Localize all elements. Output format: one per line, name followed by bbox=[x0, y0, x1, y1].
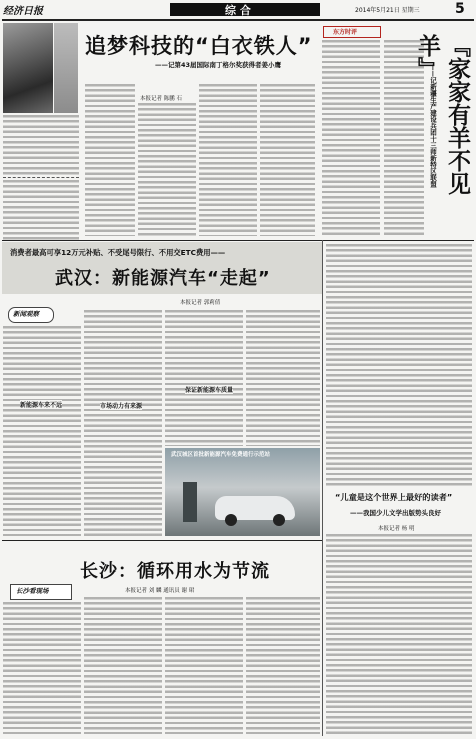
subhead-3: 保证新能源车质量 bbox=[185, 387, 234, 394]
vertical-headline-text: 『家家有羊不见羊』 bbox=[414, 34, 470, 195]
car-photo bbox=[165, 448, 320, 536]
page-date: 2014年5月21日 星期三 bbox=[355, 7, 420, 14]
column-rule bbox=[322, 240, 323, 736]
photo-caption-text bbox=[3, 115, 79, 175]
mid-column-2 bbox=[84, 310, 162, 536]
car-wheel bbox=[225, 514, 237, 526]
caption-divider bbox=[3, 177, 79, 178]
vertical-subhead: ——记新疆生产建设兵团十三师新特区联盟 bbox=[429, 64, 437, 188]
bottom-section-rule bbox=[2, 540, 322, 541]
side-story-subhead: ——我国少儿文学出版势头良好 bbox=[350, 509, 441, 517]
article-column-1 bbox=[85, 84, 135, 236]
side-story-byline: 本报记者 杨 明 bbox=[378, 526, 415, 532]
bottom-column-3 bbox=[165, 597, 243, 734]
bottom-byline: 本报记者 刘 麟 通讯员 谢 珺 bbox=[125, 588, 195, 594]
top-left-photo-inset bbox=[54, 23, 78, 113]
paper-name: 经济日报 bbox=[3, 6, 43, 17]
article-column-2 bbox=[138, 103, 196, 236]
bottom-column-4 bbox=[246, 597, 320, 734]
mid-column-1 bbox=[3, 326, 81, 536]
charging-post bbox=[183, 482, 197, 522]
section-title: 综 合 bbox=[225, 4, 251, 17]
left-column-text bbox=[3, 180, 79, 240]
column-label: 东方时评 bbox=[333, 29, 358, 36]
article-subtitle: ——记第43届国际南丁格尔奖获得者姜小鹰 bbox=[155, 61, 282, 69]
page-number: 5 bbox=[455, 1, 465, 17]
article-byline: 本报记者 陈鹏 石 bbox=[140, 96, 182, 102]
top-left-photo bbox=[3, 23, 53, 113]
masthead-rule bbox=[2, 19, 474, 21]
bottom-tag: 长沙看现场 bbox=[16, 587, 49, 595]
subhead-2: 新能源车来不远 bbox=[20, 402, 63, 409]
banner-top-rule bbox=[2, 240, 474, 241]
side-story-headline: “儿童是这个世界上最好的读者” bbox=[335, 492, 453, 502]
article-headline: 追梦科技的“白衣铁人” bbox=[85, 34, 313, 58]
car-photo-caption: 武汉城区首批新能源汽车免费通行示范站 bbox=[171, 452, 271, 458]
news-tag: 新闻观察 bbox=[13, 310, 39, 318]
mid-column-4 bbox=[246, 310, 320, 446]
subhead-1: 市场动力有来源 bbox=[100, 403, 143, 410]
right-column-text-1 bbox=[322, 40, 380, 236]
banner-title: 武汉：新能源汽车“走起” bbox=[55, 268, 271, 289]
bottom-column-2 bbox=[84, 597, 162, 734]
mid-column-3 bbox=[165, 310, 243, 446]
right-side-text bbox=[326, 244, 472, 488]
banner-kicker: 消费者最高可享12万元补贴、不受尾号限行、不用交ETC费用—— bbox=[10, 248, 226, 257]
article-column-3 bbox=[199, 84, 257, 236]
banner-byline: 本报记者 郭莉倩 bbox=[180, 300, 221, 306]
bottom-title: 长沙：循环用水为节流 bbox=[80, 561, 270, 582]
car-wheel bbox=[273, 514, 285, 526]
bottom-column-1 bbox=[3, 602, 81, 734]
article-column-4 bbox=[260, 84, 315, 236]
side-story-text bbox=[326, 534, 472, 734]
